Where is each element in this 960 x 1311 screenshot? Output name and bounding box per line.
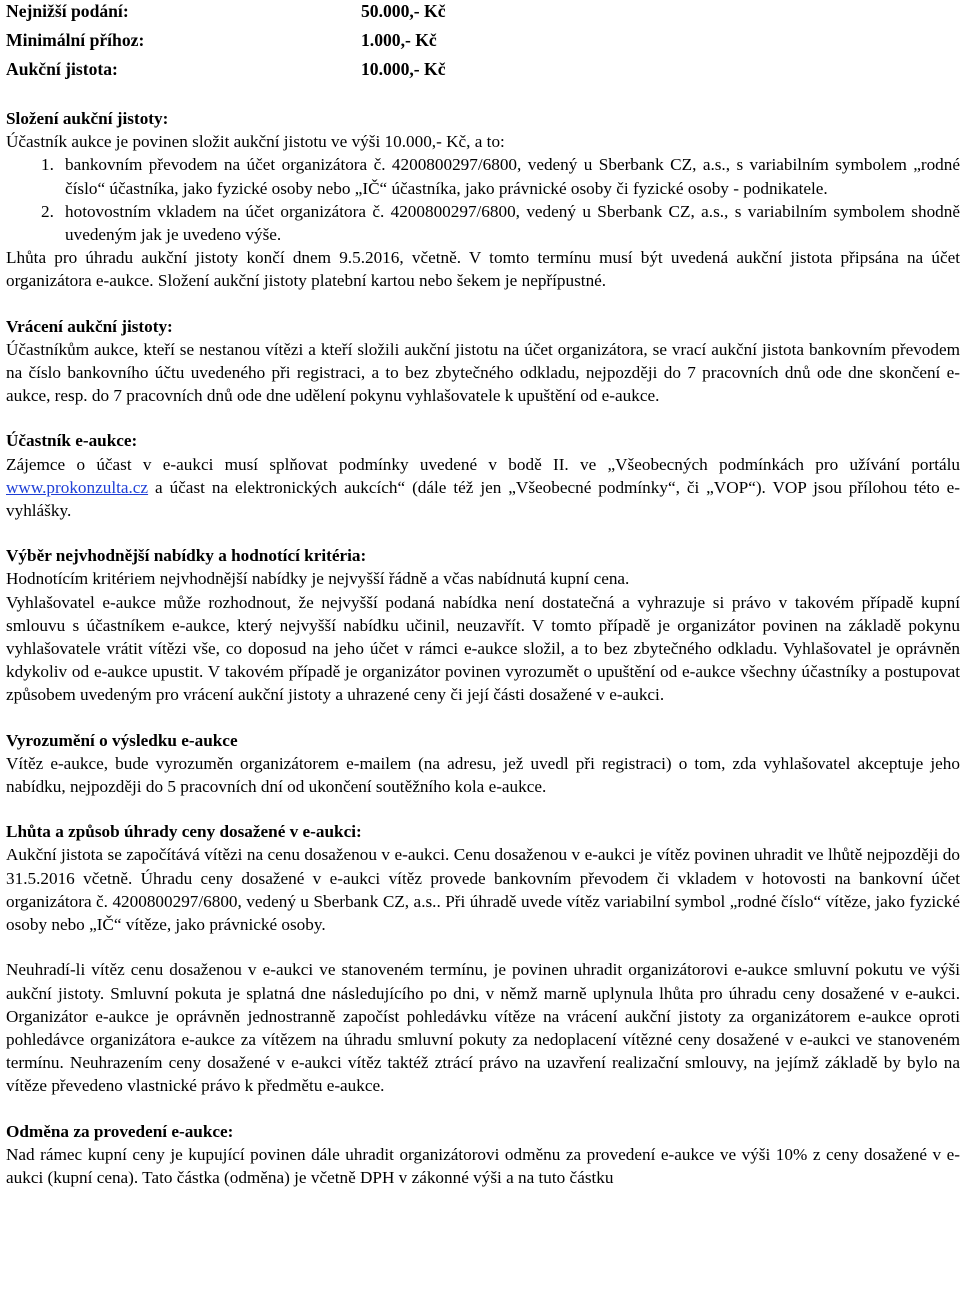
text-before-link: Zájemce o účast v e-aukci musí splňovat podmínky uvedené v bodě II. ve „Všeobecných podmínkách pro užívání portálu [6,454,960,474]
section-paragraph: Aukční jistota se započítává vítězi na cenu dosaženou v e-aukci. Cenu dosaženou v e-aukci je vítěz povinen uhradit ve lhůtě nejpozději do 31.5.2016 včetně. Úhradu ceny dosažené v e-aukci vítěz provede bankovním převodem či vkladem v hotovosti na bankovní účet organizátora č. 4200800297/6800, vedený u Sberbank CZ, a.s.. Při úhradě uvede vítěz variabilní symbol „rodné číslo“ vítěze, jako fyzické osoby nebo „IČ“ vítěze, jako právnické osoby. [6,845,960,935]
auction-summary [6,0,960,87]
summary-label: Nejnižší podání: [6,1,129,21]
text-after-link: a účast na elektronických aukcích“ (dále též jen „Všeobecné podmínky“, či „VOP“). VOP jsou přílohou této e-vyhlášky. [6,477,960,521]
list-item [6,200,960,246]
section-title: Složení aukční jistoty: [6,109,169,128]
summary-row-deposit [6,58,960,87]
section-paragraph: Hodnotícím kritériem nejvhodnější nabídky je nejvyšší řádně a včas nabídnutá kupní cena. [6,569,630,589]
portal-link[interactable]: www.prokonzulta.cz [6,477,149,497]
list-item [6,153,960,199]
section-title: Lhůta a způsob úhrady ceny dosažené v e-aukci: [6,822,362,842]
section-text [6,453,960,523]
section-fee [6,1120,960,1190]
section-evaluation [6,544,960,706]
section-participant [6,429,960,522]
section-title: Výběr nejvhodnější nabídky a hodnotící kritéria: [6,546,367,566]
section-notification [6,729,960,799]
list-item-text: hotovostním vkladem na účet organizátora č. 4200800297/6800, vedený u Sberbank CZ, a.s., s variabilním symbolem shodně uvedeným jak je uvedeno výše. [65,201,960,245]
section-intro: Účastník aukce je povinen složit aukční jistotu ve výši 10.000,- Kč, a to: [6,132,505,152]
section-text: Nad rámec kupní ceny je kupující povinen dále uhradit organizátorovi odměnu za provedení e-aukce ve výši 10% z ceny dosažené v e-aukci (kupní cena). Tato částka (odměna) je včetně DPH v zákonné výši a na tuto částku [6,1144,960,1187]
section-deposit-payment [6,107,960,293]
section-title: Odměna za provedení e-aukce: [6,1121,234,1141]
list-item-number: 2. [41,201,54,221]
section-title: Vyrozumění o výsledku e-aukce [6,730,238,750]
list-item-text: bankovním převodem na účet organizátora č. 4200800297/6800, vedený u Sberbank CZ, a.s., s variabilním symbolem „rodné číslo“ účastníka, jako fyzické osoby nebo „IČ“ účastníka, jako právnické osoby či fyzické osoby - podnikatele. [65,155,960,198]
summary-label: Aukční jistota: [6,59,118,79]
summary-label: Minimální příhoz: [6,30,145,50]
section-title: Účastník e-aukce: [6,431,138,451]
section-text: Vítěz e-aukce, bude vyrozuměn organizátorem e-mailem (na adresu, jež uvedl při registraci) o tom, zda vyhlašovatel akceptuje jeho nabídku, nejpozději do 5 pracovních dní od ukončení soutěžního kola e-aukce. [6,753,960,797]
summary-value: 10.000,- Kč [361,59,446,79]
section-paragraph: Neuhradí-li vítěz cenu dosaženou v e-aukci ve stanoveném termínu, je povinen uhradit organizátorovi e-aukce smluvní pokutu ve výši aukční jistoty. Smluvní pokuta je splatná dne následujícího po dni, v němž marně uplynula lhůta pro úhradu ceny dosažené v e-aukci. Organizátor e-aukce je oprávněn jednostranně započíst pohledávku vítěze na vrácení aukční jistoty za organizátorem e-aukce oproti pohledávce organizátora e-aukce za vítězem na úhradu smluvní pokuty za nedoplacení vítězné ceny dosažené v e-aukci ve stanoveném termínu. Neuhrazením ceny dosažené v e-aukci vítěz taktéž ztrácí právo na uzavření realizační smlouvy, na jejímž základě by bylo na vítěze převedeno vlastnické právo k předmětu e-aukce. [6,960,960,1096]
list-item-number: 1. [41,155,54,175]
payment-methods-list [6,153,960,246]
summary-value: 50.000,- Kč [361,1,446,21]
summary-row-lowest-bid [6,0,960,29]
section-text: Účastníkům aukce, kteří se nestanou vítězi a kteří složili aukční jistotu na účet organizátora, se vrací aukční jistota bankovním převodem na číslo bankovního účtu uvedeného při registraci, a to bez zbytečného odkladu, nejpozději do 7 pracovních dnů ode dne skončení e-aukce, resp. do 7 pracovních dnů ode dne udělení pokynu vyhlašovatele k upuštění od e-aukce. [6,339,960,406]
summary-value: 1.000,- Kč [361,30,437,50]
deposit-deadline-text: Lhůta pro úhradu aukční jistoty končí dnem 9.5.2016, včetně. V tomto termínu musí být uvedená aukční jistota připsána na účet organizátora e-aukce. Složení aukční jistoty platební kartou nebo šekem je nepřípustné. [6,248,960,291]
section-payment-deadline [6,820,960,1097]
section-paragraph: Vyhlašovatel e-aukce může rozhodnout, že nejvyšší podaná nabídka není dostatečná a vyhrazuje si právo v takovém případě kupní smlouvu s účastníkem e-aukce, který nejvyšší nabídku učinil, neuzavřít. V tomto případě je organizátor povinen na základě pokynu vyhlašovatele vrátit vítězi vše, co doposud na jeho účet v rámci e-aukce složil, a to bez zbytečného odkladu. Vyhlašovatel je oprávněn kdykoliv od e-aukce upustit. V takovém případě je organizátor povinen vyrozumět o upuštění od e-aukce všechny účastníky a postupovat způsobem uvedeným pro vrácení aukční jistoty a uhrazené ceny či její části dosažené v e-aukci. [6,592,960,705]
section-title: Vrácení aukční jistoty: [6,316,173,336]
section-deposit-return [6,315,960,408]
summary-row-min-increment [6,29,960,58]
